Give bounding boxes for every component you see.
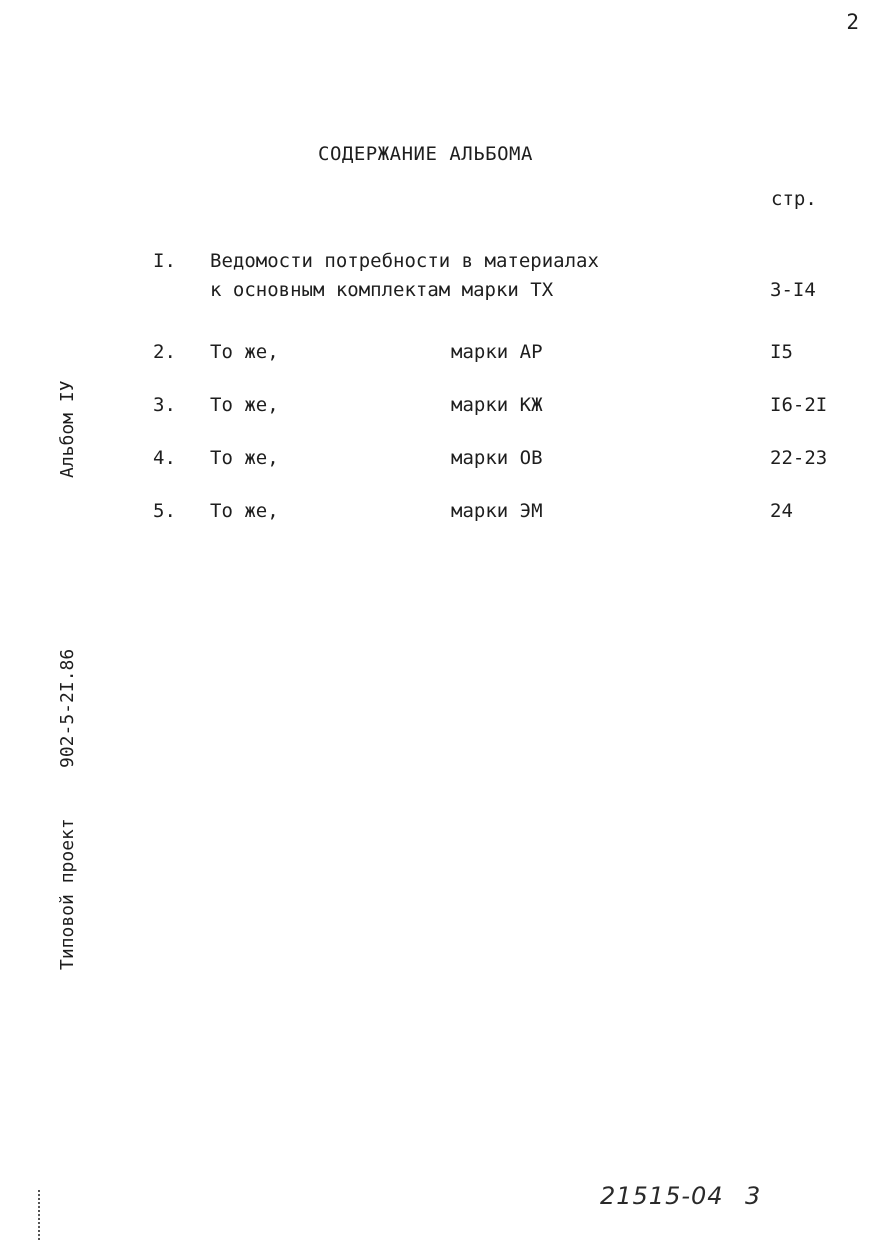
item-1-line1: Ведомости потребности в материалах (210, 250, 599, 272)
item-5-text: То же, (210, 500, 279, 522)
page-column-header: стр. (771, 188, 817, 210)
item-3-number: 3. (153, 394, 176, 416)
item-2-pages: I5 (770, 341, 793, 363)
item-1-pages: 3-I4 (770, 279, 816, 301)
item-3-pages: I6-2I (770, 394, 828, 416)
binding-edge-mark (38, 1190, 40, 1240)
footer-sheet-number: 3 (745, 1182, 761, 1210)
footer-inventory-number: 21515-04 (600, 1182, 724, 1210)
item-2-number: 2. (153, 341, 176, 363)
item-2-text: То же, (210, 341, 279, 363)
page-number: 2 (846, 10, 859, 34)
item-4-pages: 22-23 (770, 447, 828, 469)
side-project-type: Типовой проект (57, 818, 78, 970)
item-5-pages: 24 (770, 500, 793, 522)
item-4-mark: марки ОВ (451, 447, 543, 469)
item-1-number: I. (153, 250, 176, 272)
item-1-line2: к основным комплектам марки ТХ (210, 279, 554, 301)
item-4-text: То же, (210, 447, 279, 469)
side-project-code: 902-5-2I.86 (57, 648, 78, 768)
item-2-mark: марки АР (451, 341, 543, 363)
item-3-mark: марки КЖ (451, 394, 543, 416)
item-3-text: То же, (210, 394, 279, 416)
item-5-number: 5. (153, 500, 176, 522)
side-album-label: Альбом IУ (57, 380, 78, 478)
page-title: СОДЕРЖАНИЕ АЛЬБОМА (318, 143, 533, 165)
item-5-mark: марки ЭМ (451, 500, 543, 522)
item-4-number: 4. (153, 447, 176, 469)
